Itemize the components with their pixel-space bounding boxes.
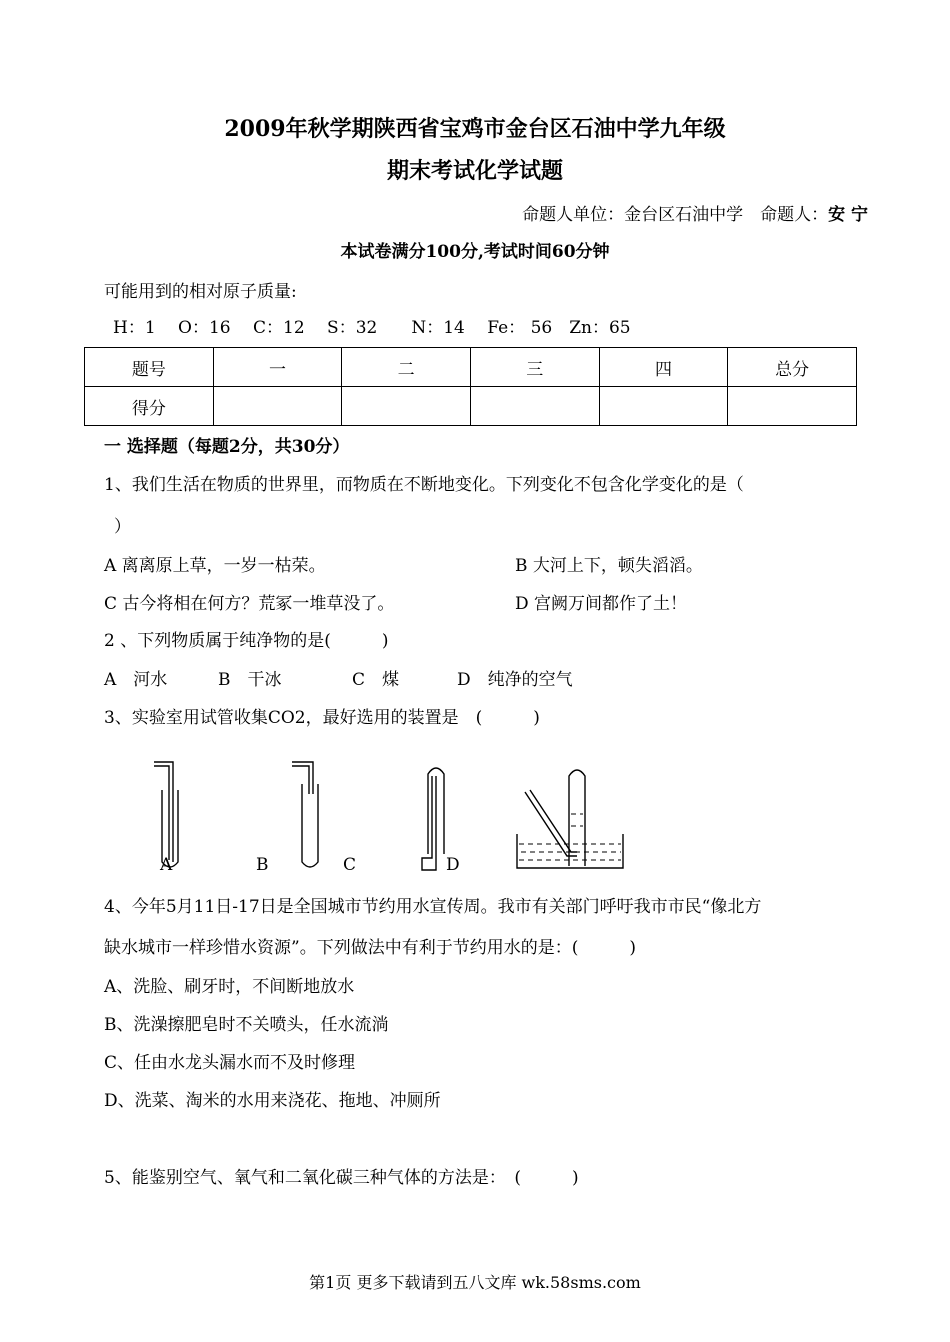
- score-table-header-cell: 总分: [728, 348, 857, 387]
- score-table-score-row: [85, 387, 857, 426]
- score-table-header-cell: 四: [599, 348, 728, 387]
- gas-collection-apparatus-diagram: [140, 754, 480, 878]
- question-5-text: 5、能鉴别空气、氧气和二氧化碳三种气体的方法是： ( ): [104, 1168, 579, 1188]
- apparatus-label-a: A: [160, 855, 173, 875]
- score-table: [84, 347, 857, 426]
- score-cell[interactable]: [470, 387, 599, 426]
- score-table-header-cell: 题号: [85, 348, 214, 387]
- score-cell[interactable]: [213, 387, 342, 426]
- question-1-option-c: C 古今将相在何方？荒冢一堆草没了。: [104, 594, 395, 614]
- apparatus-label-b: B: [256, 855, 269, 875]
- apparatus-b: [292, 762, 318, 867]
- question-4-option-d: D、洗菜、淘米的水用来浇花、拖地、冲厕所: [104, 1091, 441, 1111]
- atomic-mass-values: H：1 O：16 C：12 S：32 N：14 Fe： 56 Zn：65: [113, 318, 631, 338]
- question-1-text-cont: ）: [114, 517, 131, 537]
- exam-info: 本试卷满分100分,考试时间60分钟: [340, 242, 610, 262]
- author-name: 安 宁: [828, 205, 868, 225]
- question-2-text: 2 、下列物质属于纯净物的是( ): [104, 631, 389, 651]
- score-table-row-label: 得分: [85, 387, 214, 426]
- atomic-mass-label: 可能用到的相对原子质量:: [104, 282, 297, 302]
- question-4-option-c: C、任由水龙头漏水而不及时修理: [104, 1053, 356, 1073]
- apparatus-label-d: D: [446, 855, 460, 875]
- apparatus-label-c: C: [343, 855, 357, 875]
- question-4-text: 4、今年5月11日-17日是全国城市节约用水宣传周。我市有关部门呼吁我市市民“像北方: [104, 897, 762, 917]
- question-4-option-a: A、洗脸、刷牙时，不间断地放水: [104, 977, 355, 997]
- question-1-option-b: B 大河上下，顿失滔滔。: [515, 556, 703, 576]
- question-1-option-d: D 宫阙万间都作了土！: [515, 594, 688, 614]
- page-title-line1: 2009年秋学期陕西省宝鸡市金台区石油中学九年级: [224, 116, 726, 142]
- page-title-line2: 期末考试化学试题: [386, 158, 563, 184]
- score-cell[interactable]: [342, 387, 471, 426]
- score-table-header-cell: 三: [470, 348, 599, 387]
- page-footer: 第1页 更多下载请到五八文库 wk.58sms.com: [309, 1273, 641, 1292]
- question-4-text-cont: 缺水城市一样珍惜水资源”。下列做法中有利于节约用水的是：( ): [104, 938, 636, 958]
- score-table-header-cell: 二: [342, 348, 471, 387]
- author-line: [522, 200, 868, 225]
- question-3-text: 3、实验室用试管收集CO2，最好选用的装置是 ( ): [104, 708, 540, 728]
- apparatus-a: [154, 762, 178, 867]
- score-cell[interactable]: [599, 387, 728, 426]
- score-table-header-cell: 一: [213, 348, 342, 387]
- question-4-option-b: B、洗澡擦肥皂时不关喷头，任水流淌: [104, 1015, 389, 1035]
- question-1-option-a: A 离离原上草，一岁一枯荣。: [104, 556, 326, 576]
- apparatus-d-water-displacement: [515, 764, 635, 876]
- question-1-text: 1、我们生活在物质的世界里，而物质在不断地变化。下列变化不包含化学变化的是（: [104, 475, 744, 495]
- apparatus-c: [422, 768, 444, 870]
- question-2-option-c: C 煤: [352, 670, 400, 690]
- question-2-option-d: D 纯净的空气: [457, 670, 573, 690]
- score-table-header-row: [85, 348, 857, 387]
- section1-title: 一 选择题（每题2分，共30分）: [104, 437, 350, 457]
- score-cell[interactable]: [728, 387, 857, 426]
- author-line-prefix: 命题人单位：金台区石油中学 命题人：: [522, 205, 829, 225]
- question-2-option-b: B 干冰: [218, 670, 282, 690]
- question-2-option-a: A 河水: [104, 670, 168, 690]
